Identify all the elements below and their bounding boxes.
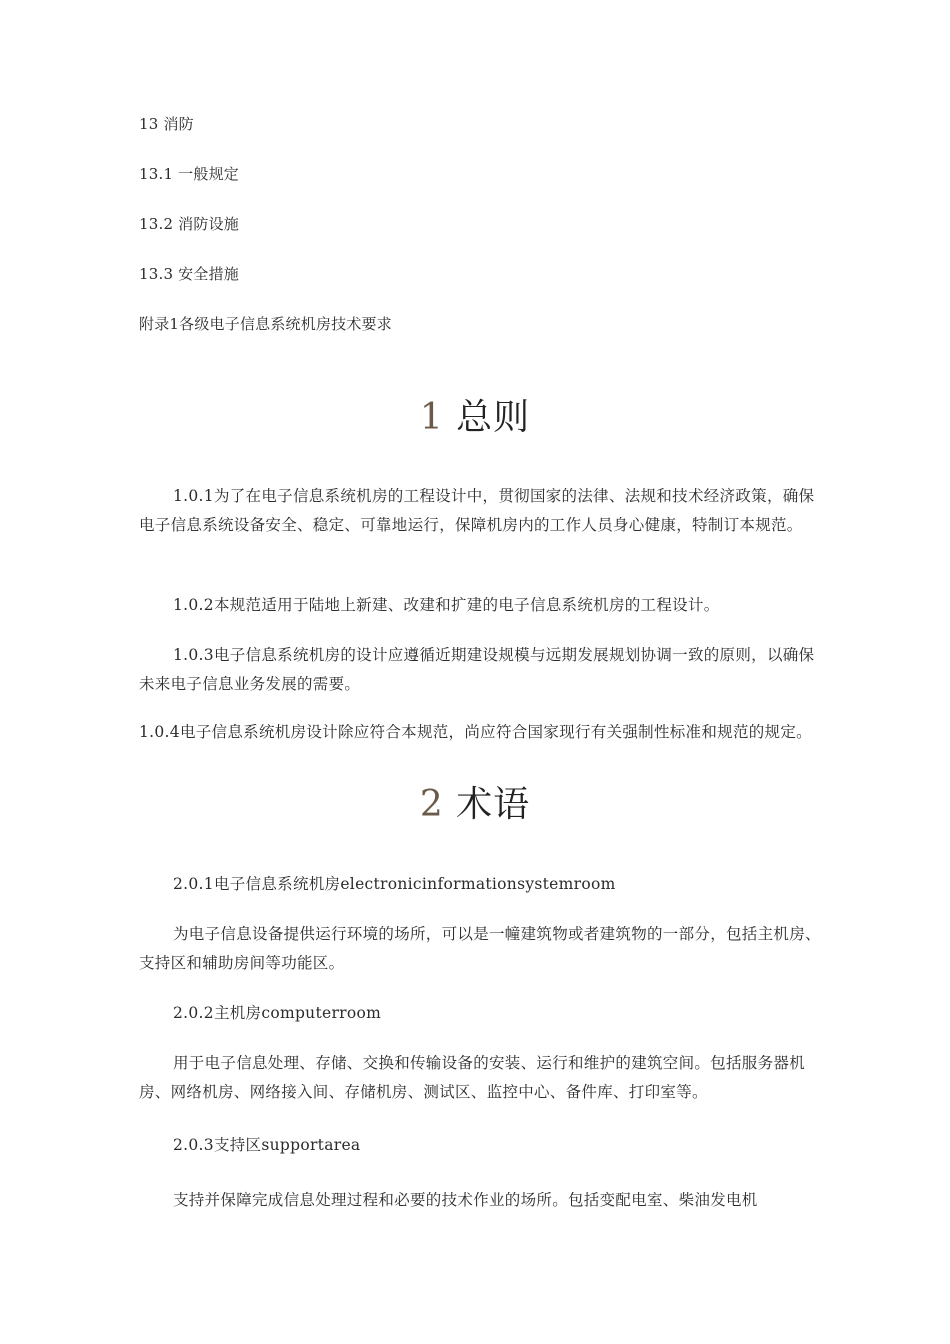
section-number: 1 [419,397,444,438]
toc-item: 13 消防 [139,115,194,133]
paragraph: 用于电子信息处理、存储、交换和传输设备的安装、运行和维护的建筑空间。包括服务器机房、网络机房、网络接入间、存储机房、测试区、监控中心、备件库、打印室等。 [139,1054,806,1101]
paragraph: 1.0.3电子信息系统机房的设计应遵循近期建设规模与远期发展规划协调一致的原则，以确保未来电子信息业务发展的需要。 [139,646,815,693]
toc-item: 附录1各级电子信息系统机房技术要求 [139,315,392,333]
toc-item: 13.1 一般规定 [139,165,239,183]
term-heading: 2.0.2主机房computerroom [173,1004,382,1022]
toc-item: 13.3 安全措施 [139,265,239,283]
paragraph: 支持并保障完成信息处理过程和必要的技术作业的场所。包括变配电室、柴油发电机 [173,1191,758,1209]
paragraph: 1.0.4电子信息系统机房设计除应符合本规范，尚应符合国家现行有关强制性标准和规范的规定。 [139,723,812,741]
paragraph: 1.0.2本规范适用于陆地上新建、改建和扩建的电子信息系统机房的工程设计。 [173,596,720,614]
term-heading: 2.0.1电子信息系统机房electronicinformationsystemroom [173,875,616,893]
toc-item: 13.2 消防设施 [139,215,239,233]
section-title: 术语 [456,784,531,825]
paragraph: 为电子信息设备提供运行环境的场所，可以是一幢建筑物或者建筑物的一部分，包括主机房、支持区和辅助房间等功能区。 [139,925,821,972]
paragraph: 1.0.1为了在电子信息系统机房的工程设计中，贯彻国家的法律、法规和技术经济政策，确保电子信息系统设备安全、稳定、可靠地运行，保障机房内的工作人员身心健康，特制订本规范。 [139,487,815,534]
section-heading [0,396,950,440]
term-heading: 2.0.3支持区supportarea [173,1136,361,1154]
section-title: 总则 [456,397,531,438]
section-number: 2 [419,784,444,825]
section-heading [0,783,950,827]
